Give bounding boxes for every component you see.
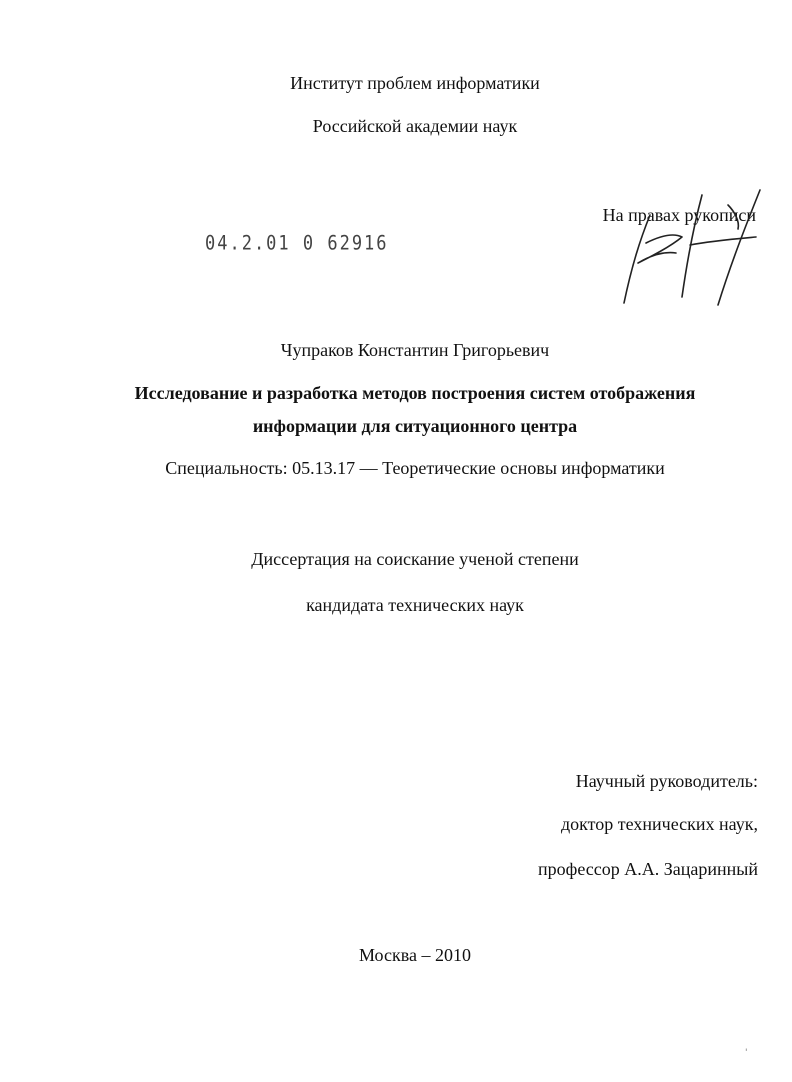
institute-name: Институт проблем информатики	[290, 73, 540, 93]
library-stamp: 04.2.01 0 62916	[205, 232, 389, 255]
supervisor-name: профессор А.А. Зацаринный	[538, 859, 758, 879]
dissertation-title-line-1: Исследование и разработка методов построения систем отображения	[134, 383, 696, 403]
author-name: Чупраков Константин Григорьевич	[280, 340, 550, 360]
specialty: Специальность: 05.13.17 — Теоретические основы информатики	[165, 458, 665, 478]
supervisor-degree: доктор технических наук,	[561, 814, 758, 834]
dissertation-title-line-2: информации для ситуационного центра	[252, 416, 578, 436]
academy-name: Российской академии наук	[312, 116, 518, 136]
manuscript-rights-note: На правах рукописи	[602, 205, 756, 225]
degree-line-1: Диссертация на соискание ученой степени	[251, 549, 579, 569]
city-year: Москва – 2010	[359, 945, 471, 965]
signature-handwritten	[610, 185, 780, 310]
degree-line-2: кандидата технических наук	[306, 595, 524, 615]
supervisor-label: Научный руководитель:	[575, 771, 758, 791]
scan-corner-mark: '	[745, 1048, 748, 1058]
